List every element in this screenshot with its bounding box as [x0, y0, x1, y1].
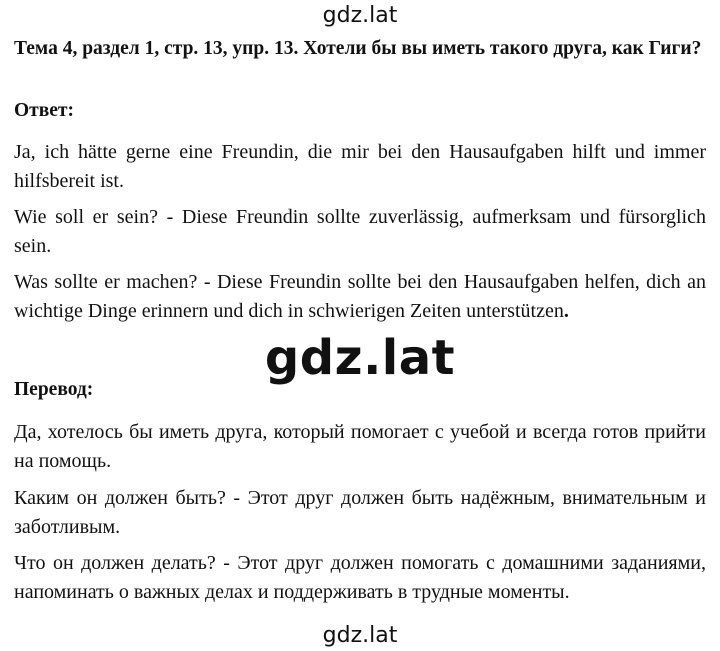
- translation-paragraph-2: Каким он должен быть? - Этот друг должен быть надёжным, внимательным и заботливым.: [14, 487, 706, 538]
- exercise-title: Тема 4, раздел 1, стр. 13, упр. 13. Хотели бы вы иметь такого друга, как Гиги?: [14, 38, 702, 59]
- translation-paragraph-1: Да, хотелось бы иметь друга, который помогает с учебой и всегда готов прийти на помощь.: [14, 421, 706, 472]
- answer-paragraph-2: Wie soll er sein? - Diese Freundin sollte zuverlässig, aufmerksam und fürsorglich sein.: [14, 206, 706, 257]
- translation-label: Перевод:: [14, 379, 94, 400]
- answer-paragraph-3-period: .: [563, 300, 569, 322]
- watermark-middle: gdz.lat: [264, 330, 456, 386]
- answer-paragraph-3-text: Was sollte er machen? - Diese Freundin sollte bei den Hausaufgaben helfen, dich an wichtige Dinge erinnern und dich in schwierigen Zeiten unterstützen: [14, 271, 706, 322]
- answer-paragraph-1: Ja, ich hätte gerne eine Freundin, die mir bei den Hausaufgaben hilft und immer hilfsbereit ist.: [14, 141, 706, 192]
- answer-label: Ответ:: [14, 100, 75, 121]
- translation-paragraph-3: Что он должен делать? - Этот друг должен помогать с домашними заданиями, напоминать о важных делах и поддерживать в трудные моменты.: [14, 552, 706, 603]
- watermark-bottom: gdz.lat: [322, 623, 398, 648]
- answer-paragraph-3: [14, 268, 706, 326]
- watermark-top: gdz.lat: [322, 3, 398, 28]
